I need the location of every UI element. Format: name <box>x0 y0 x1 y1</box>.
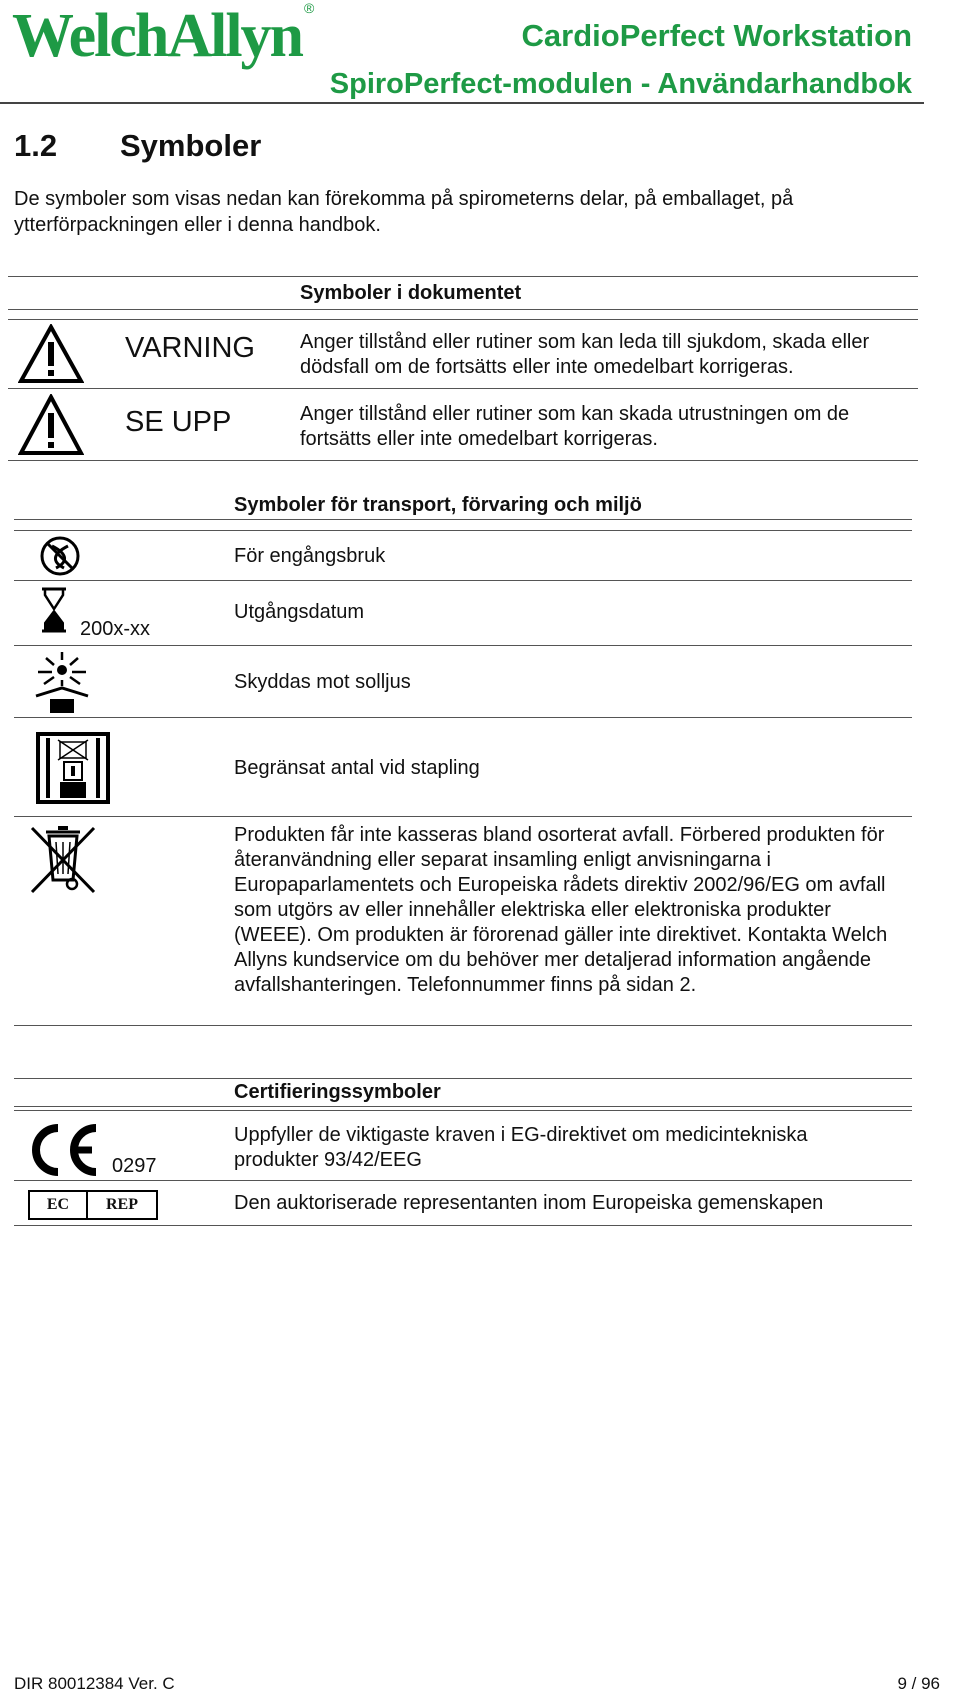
table-rule <box>14 1025 912 1026</box>
ce-text: Uppfyller de viktigaste kraven i EG-direktivet om medicintekniska produkter 93/42/EEG <box>234 1124 808 1171</box>
table-rule <box>14 645 912 646</box>
table-transport-heading: Symboler för transport, förvaring och miljö <box>234 494 642 516</box>
table-rule <box>14 1106 912 1107</box>
table-cert-heading: Certifieringssymboler <box>234 1081 441 1103</box>
caution-triangle-icon <box>18 394 84 456</box>
caution-text: Anger tillstånd eller rutiner som kan skada utrustningen om de fortsätts eller inte omedelbart korrigeras. <box>300 403 850 450</box>
ec-label: EC <box>30 1192 88 1218</box>
weee-text: Produkten får inte kasseras bland osorterat avfall. Förbered produkten för återanvändning eller separat insamling enligt anvisningarna i Europaparlamentets och Europeiska rådets direktiv 2002/96/EG om avfall som utgörs av eller innehåller elektriska eller elektroniska produkter (WEEE). Om produkten är förorenad gäller inte direktivet. Kontakta Welch Allyns kundservice om du behöver mer detaljerad information angående avfallshanteringen. Telefonnummer finns på sidan 2. <box>234 824 888 996</box>
table-doc-heading: Symboler i dokumentet <box>300 282 522 304</box>
single-use-text: För engångsbruk <box>234 545 386 567</box>
table-rule <box>14 1180 912 1181</box>
footer-doc-id: DIR 80012384 Ver. C <box>14 1674 175 1693</box>
header-title: CardioPerfect Workstation <box>521 18 912 53</box>
table-rule <box>8 309 918 310</box>
sunlight-text: Skyddas mot solljus <box>234 671 411 693</box>
footer-page-number: 9 / 96 <box>897 1674 940 1693</box>
table-rule <box>14 1110 912 1111</box>
table-rule <box>14 816 912 817</box>
sunlight-icon <box>28 650 96 716</box>
expiry-code: 200x-xx <box>80 618 151 640</box>
stacking-limit-icon <box>36 732 110 804</box>
ce-mark-icon <box>28 1124 100 1176</box>
section-heading <box>14 128 261 164</box>
registered-mark: ® <box>304 0 315 16</box>
table-rule <box>14 1078 912 1079</box>
weee-bin-icon <box>28 824 98 896</box>
notified-body-number: 0297 <box>112 1155 157 1177</box>
caution-label: SE UPP <box>125 406 232 438</box>
table-rule <box>8 388 918 389</box>
table-rule <box>14 1225 912 1226</box>
stacking-text: Begränsat antal vid stapling <box>234 757 480 779</box>
hourglass-icon <box>40 587 68 633</box>
table-rule <box>14 580 912 581</box>
table-rule <box>14 530 912 531</box>
table-rule <box>8 319 918 320</box>
table-rule <box>8 276 918 277</box>
warning-triangle-icon <box>18 324 84 384</box>
table-rule <box>8 460 918 461</box>
ec-rep-icon <box>28 1190 158 1220</box>
logo-text: WelchAllyn <box>12 2 303 70</box>
single-use-icon <box>38 534 82 578</box>
warning-text: Anger tillstånd eller rutiner som kan leda till sjukdom, skada eller dödsfall om de fortsätts eller inte omedelbart korrigeras. <box>300 331 870 378</box>
expiry-text: Utgångsdatum <box>234 601 365 623</box>
section-intro: De symboler som visas nedan kan förekomma på spirometerns delar, på emballaget, på ytterförpackningen eller i denna handbok. <box>14 188 794 236</box>
rep-label: REP <box>106 1196 138 1213</box>
header-rule <box>0 102 924 104</box>
ec-rep-text: Den auktoriserade representanten inom Europeiska gemenskapen <box>234 1192 824 1214</box>
warning-label: VARNING <box>125 332 255 364</box>
table-rule <box>14 717 912 718</box>
section-number: 1.2 <box>14 128 58 163</box>
section-title: Symboler <box>120 128 262 163</box>
welch-allyn-logo <box>12 0 342 72</box>
header-subtitle: SpiroPerfect-modulen - Användarhandbok <box>329 68 912 100</box>
table-rule <box>14 519 912 520</box>
